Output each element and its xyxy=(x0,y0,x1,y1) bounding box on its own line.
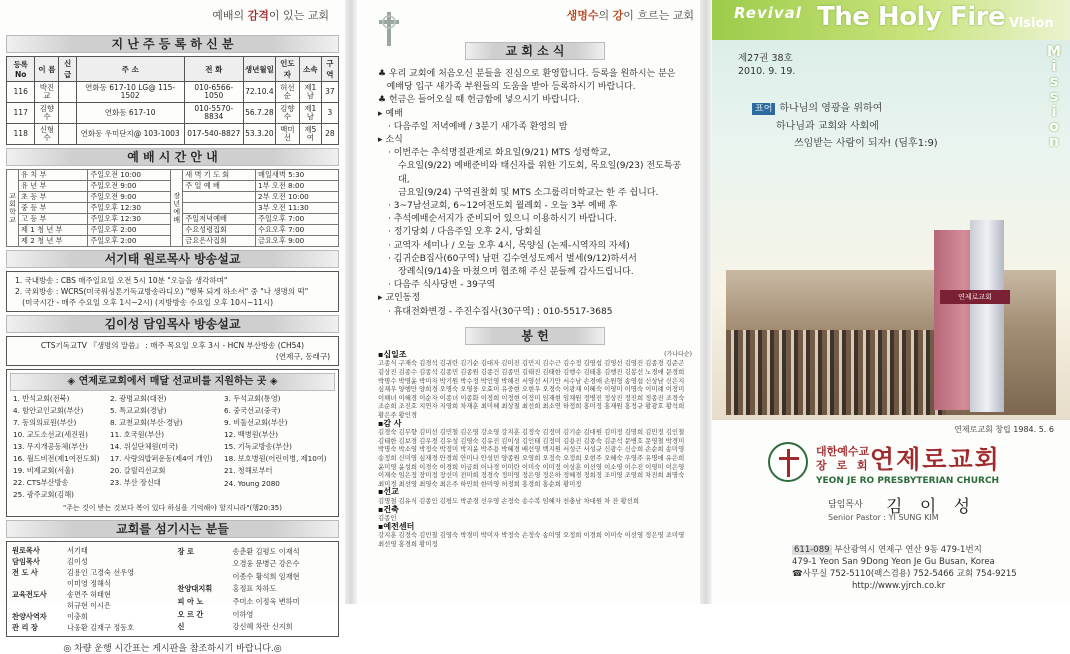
worship-service xyxy=(183,192,256,203)
table-cell: 허선순 xyxy=(275,82,299,103)
servant-row xyxy=(176,545,336,558)
offering-group xyxy=(378,420,692,489)
servant-role: 원로목사 xyxy=(12,546,40,555)
servant-role xyxy=(10,578,65,589)
servant-role: 오 르 간 xyxy=(177,609,204,619)
cross-icon xyxy=(376,10,402,48)
vehicle-note: ◎ 차량 운행 시간표는 게시판을 참조하시기 바랍니다.◎ xyxy=(63,644,282,654)
table-cell: 56.7.28 xyxy=(243,103,275,124)
mission-item xyxy=(107,489,221,501)
offering-group xyxy=(378,506,692,523)
mission-title: ◈ 연제로교회에서 매달 선교비를 지원하는 곳 ◈ xyxy=(10,373,335,391)
founded-date: 연제로교회 창립 1984. 5. 6 xyxy=(954,425,1054,434)
offering-title: 봉 헌 xyxy=(465,327,605,345)
worship-time: 주일오후 12:30 xyxy=(88,203,171,214)
news-item: ▸ 소식 xyxy=(378,135,403,146)
broadcast-box xyxy=(6,271,339,312)
news-item: · 추석예배순서지가 준비되어 있으니 이용하시기 바랍니다. xyxy=(388,214,617,225)
servant-role: 전 도 사 xyxy=(12,568,38,577)
vision-text: Vision xyxy=(1009,16,1054,31)
denomination-line-1: 대한예수교 xyxy=(816,445,870,458)
mission-item: 2. 광명교회(대전) xyxy=(110,394,167,403)
offering-label: ▪십일조 xyxy=(378,349,407,359)
worship-dept: 유 치 부 xyxy=(19,170,88,181)
table-cell: 010-6566-1050 xyxy=(184,82,243,103)
news-item: · 3~7남선교회, 6~12여전도회 월례회 - 오늘 3부 예배 후 xyxy=(388,201,618,212)
offering-names: 김종인 xyxy=(378,514,397,523)
denomination xyxy=(816,445,871,473)
servant-names: 강신혜 차란 신지희 xyxy=(232,622,293,632)
servant-names: 이미영 정해식 xyxy=(67,579,111,588)
table-row xyxy=(7,103,339,124)
broadcast-line: 1. 국내방송 : CBS 매주일요일 오전 5시 10분 "오늘을 생각하며" xyxy=(15,276,228,285)
mission-item: 5. 특교교회(경남) xyxy=(110,406,167,415)
table-cell: 53.3.20 xyxy=(243,124,275,145)
table-cell xyxy=(59,103,76,124)
servant-row xyxy=(10,589,170,600)
offering-group xyxy=(378,523,692,549)
fold-divider-2 xyxy=(700,0,712,604)
mission-item: 9. 비둘선교회(부산) xyxy=(224,418,288,427)
worship-service-time: 3부 오전 11:30 xyxy=(256,203,339,214)
worship-service xyxy=(183,203,256,214)
holy-fire-title: The Holy Fire xyxy=(817,2,1006,32)
table-cell: 백미선 xyxy=(275,124,299,145)
servant-names: 김이성 xyxy=(67,557,88,566)
mission-item: 11. 호국원(부산) xyxy=(110,430,165,439)
servant-names: 이충희 xyxy=(67,612,88,621)
mission-letter: s xyxy=(1049,89,1059,105)
servant-row xyxy=(176,570,336,583)
news-item: · 다음주 식사당번 - 39구역 xyxy=(388,280,496,291)
worship-time: 주일오후 2:00 xyxy=(88,225,171,236)
table-cell: 010-5570-8834 xyxy=(184,103,243,124)
worship-service: 새 벽 기 도 회 xyxy=(183,170,256,181)
servant-row xyxy=(10,556,170,567)
worship-dept: 중 등 부 xyxy=(19,203,88,214)
news-item: 금요일(9/24) 구역권찰회 및 MTS 소그룹리더학교는 한 주 쉽니다. xyxy=(398,187,659,198)
motto-middle xyxy=(366,4,704,32)
table-cell xyxy=(59,82,76,103)
mission-item: 10. 교도소선교(세진원) xyxy=(13,430,88,439)
worship-service-time: 금요오후 9:00 xyxy=(256,236,339,247)
pastor-label: 담임목사 xyxy=(828,500,863,510)
mission-support-box xyxy=(6,369,339,517)
table-cell: 신형수 xyxy=(35,124,59,145)
mission-row xyxy=(10,429,335,441)
servant-role xyxy=(176,558,231,571)
servant-row xyxy=(176,620,336,633)
worship-service: 주 일 예 배 xyxy=(183,181,256,192)
worship-time: 주일오후 2:00 xyxy=(88,236,171,247)
registration-header: 소속 xyxy=(299,57,321,82)
worship-left-label: 교 회 학 교 xyxy=(7,170,19,247)
table-row xyxy=(7,124,339,145)
table-cell: 제1남 xyxy=(299,103,321,124)
pastor-name: 김 이 성 xyxy=(886,497,977,517)
mission-item: 16. 월드비전(제1여전도회) xyxy=(13,454,100,463)
mission-letter: M xyxy=(1047,44,1061,60)
registration-header: 인도자 xyxy=(275,57,299,82)
mission-item: 6. 중국선교(중국) xyxy=(224,406,281,415)
table-cell: 제1남 xyxy=(299,82,321,103)
website-link[interactable]: http://www.yjrch.co.kr xyxy=(852,581,946,591)
mission-item: 15. 기독교방송(부산) xyxy=(224,442,292,451)
mission-item: 4. 함안교인교회(부산) xyxy=(13,406,84,415)
servant-role: 찬양사역자 xyxy=(12,612,47,621)
worship-service-time: 1부 오전 8:00 xyxy=(256,181,339,192)
mission-vertical-text xyxy=(1044,45,1064,150)
mission-item xyxy=(221,489,335,501)
table-cell: 연화동 617-10 xyxy=(76,103,184,124)
phrase-line-1: 하나님의 영광을 위하여 xyxy=(779,103,883,114)
servant-names: 이하영 xyxy=(232,609,254,619)
servants-left xyxy=(10,545,170,633)
worship-dept: 초 등 부 xyxy=(19,192,88,203)
motto-accent: 감격 xyxy=(247,9,269,22)
mission-item: 22. CTS부산방송 xyxy=(13,478,69,487)
table-cell: 72.10.4 xyxy=(243,82,275,103)
mission-row xyxy=(10,417,335,429)
servants-title: 교회를 섬기시는 분들 xyxy=(6,520,339,538)
servant-names: 이종수 황석희 임재현 xyxy=(232,571,300,581)
servant-role: 피 아 노 xyxy=(177,597,204,607)
table-cell: 연화동 617-10 LG@ 115-1502 xyxy=(76,82,184,103)
motto2-pre: 생명수 xyxy=(566,9,599,22)
registration-header: 구역 xyxy=(321,57,338,82)
offering-names: 김경숙 김무향 김미선 김민철 김은영 강소영 강지훈 김정숙 김정미 김기순 김대원 김미정 김명희 김민정 김인철 김태한 김보경 김우경 김우성 김영숙 김유진 김이성 김인태 김정미 김용진 김종숙 김준석 문병호 문영철 박경미 박명숙 박소영 박정숙 박정미 박지윤 박주용 박혜경 배선영 백지원 서성근 서성규 신광수 신승희 손순희 송미영 송정희 신미영 심재경 안경희 안미나 안성민 양종원 오영희 오정숙 오정희 오현주 오혜숙 우영주 유명애 유은희 윤미영 윤성희 이경숙 이경희 이금희 이나경 이미란 이미숙 이미정 이상훈 이선영 이소영 이수진 이영미 이은영 이재숙 임은정 장미정 장선미 전미희 정경숙 정미영 정은영 정은하 정혜경 정희정 조미영 조영희 차진희 최명숙 최미경 최선영 최영숙 최은주 하민희 한미영 허정희 홍경희 홍순희 황미정 xyxy=(378,428,685,488)
church-address xyxy=(792,544,1017,592)
table-cell: 김향수 xyxy=(275,103,299,124)
worship-title: 예 배 시 간 안 내 xyxy=(6,148,339,166)
table-cell: 박진교 xyxy=(35,82,59,103)
mission-item: 14. 위실단체원(미국) xyxy=(110,442,178,451)
servant-row xyxy=(176,595,336,608)
worship-dept: 제 2 청 년 부 xyxy=(19,236,88,247)
servant-names: 나웅환 김재구 정동호 xyxy=(67,623,135,632)
issue-info xyxy=(738,52,795,78)
mission-item: 23. 부산 장신대 xyxy=(110,478,161,487)
church-logo-icon xyxy=(768,442,808,482)
news-item: · 교역자 세미나 / 오늘 오후 4시, 목양실 (논제-시역자의 자세) xyxy=(388,240,630,251)
worship-time: 주일오전 9:00 xyxy=(88,181,171,192)
registration-header: 등록No xyxy=(7,57,35,82)
servant-row xyxy=(10,611,170,622)
table-cell: 017-540-8827 xyxy=(184,124,243,145)
phrase-line-2: 하나님과 교회와 사회에 xyxy=(776,121,879,132)
mission-table xyxy=(10,393,335,501)
news-item: · 휴대전화변경 - 주진수집사(30구역) : 010-5517-3685 xyxy=(388,306,613,317)
servant-role xyxy=(10,600,65,611)
servant-row xyxy=(176,558,336,571)
table-cell: 118 xyxy=(7,124,35,145)
offering-label: ▪선교 xyxy=(378,487,399,497)
denomination-line-2: 장 로 회 xyxy=(816,459,871,472)
motto-post: 이 있는 교회 xyxy=(268,9,329,22)
registration-header: 이 름 xyxy=(35,57,59,82)
table-cell: 117 xyxy=(7,103,35,124)
offering-list xyxy=(366,351,704,549)
worship-dept: 제 1 청 년 부 xyxy=(19,225,88,236)
offering-names: 고종식 구재숙 김경석 김귀란 김기순 김대자 김미진 김민지 김수근 김수정 김영섭 김영선 김영진 김종경 김준곤 김상진 김종수 김종석 김종민 김종원 김종건 김종민 김태진 김태한 김행수 김태홍 김행진 김봉선 노경애 문경희 박명수 박명윤 박미자 박기원 박수정 박인영 박해진 서영선 서기만 서수남 손경애 손원형 송영섭 신상남 신은지 심재우 양행만 양희경 오명숙 오영웅 오효미 유중현 오현우 오경숙 이광재 이혜숙 이영미 이명숙 이미례 이정미 이해녀 이혜경 이순자 이종녀 이종화 이정희 이정현 이정미 임재현 임채원 정병진 정상진 정진희 정종진 조경숙 조순희 조진호 지연자 지영희 차재훈 최미혜 최상철 최선희 최소연 하정희 홍미정 홍재원 홍정규 황광호 황석희 황은주 황인경 xyxy=(378,359,685,420)
mission-row xyxy=(10,393,335,405)
pastor-english: Senior Pastor : YI SUNG KIM xyxy=(828,513,939,522)
news-item: · 다음주일 저녁예배 / 3분기 새가족 환영의 밤 xyxy=(388,121,568,132)
servants-box xyxy=(6,541,339,637)
mission-row xyxy=(10,453,335,465)
worship-service-time: 2부 오전 10:00 xyxy=(256,192,339,203)
servant-names: 송춘환 김평도 이재석 xyxy=(232,546,300,556)
mission-item: 25. 광주교회(김해) xyxy=(13,490,74,499)
mission-item: 18. 보호병원(어린이병, 제10여) xyxy=(224,454,327,463)
worship-time: 주일오전 10:00 xyxy=(88,170,171,181)
address-english: 479-1 Yeon San 9Dong Yeon Je Gu Busan, Korea xyxy=(792,557,995,567)
mission-letter: n xyxy=(1049,134,1059,150)
offering-group xyxy=(378,351,692,420)
phrase-line-3: 쓰임받는 사람이 되자! (딤후1:9) xyxy=(794,138,938,149)
mission-letter: i xyxy=(1051,59,1057,75)
broadcast2-line2: (연제구, 동래구) xyxy=(275,352,330,361)
mission-item: 8. 교천교회(부산·경남) xyxy=(110,418,183,427)
news-item: · 이번주는 추석명절관계로 화요일(9/21) MTS 성령학교, xyxy=(388,148,611,159)
broadcast2-box xyxy=(6,336,339,366)
worship-dept: 유 년 부 xyxy=(19,181,88,192)
servant-names: 허규현 이시은 xyxy=(67,601,111,610)
mission-row xyxy=(10,441,335,453)
registration-header: 생년월일 xyxy=(243,57,275,82)
servant-names: 서기태 xyxy=(67,546,88,555)
worship-service: 금요은사집회 xyxy=(183,236,256,247)
servant-role: 찬양대지휘 xyxy=(177,584,213,594)
mission-caption: "주는 것이 받는 것보다 복이 있다 하심을 기억해야 할지니라"(행20:35) xyxy=(63,504,282,512)
news-title: 교 회 소 식 xyxy=(465,42,605,60)
table-cell: 37 xyxy=(321,82,338,103)
offering-names: 김명철 김유식 김종인 김평도 박준경 선우영 손정숙 송수복 임혜자 천충남 차대원 차 잔 황선희 xyxy=(378,496,639,505)
phone-numbers: ☎사무실 752-5110(팩스겸용) 752-5466 교회 754-9215 xyxy=(792,569,1017,579)
servant-row xyxy=(10,600,170,611)
church-name-english: YEON JE RO PRESBYTERIAN CHURCH xyxy=(816,476,1000,486)
news-intro-line: ♣ 헌금은 들어오실 때 헌금함에 넣으시기 바랍니다. xyxy=(378,95,580,106)
servant-names: 주미소 이정욱 변하미 xyxy=(232,597,300,607)
servant-row xyxy=(176,608,336,621)
offering-label: ▪예전센터 xyxy=(378,521,415,531)
broadcast2-title: 김이성 담임목사 방송설교 xyxy=(6,315,339,333)
mission-item: 24. Young 2080 xyxy=(224,478,280,488)
servant-row xyxy=(10,578,170,589)
worship-time: 주일오후 12:30 xyxy=(88,214,171,225)
phrase-tag: 표어 xyxy=(752,103,775,115)
table-cell: 연화동 우미단지@ 103-1003 xyxy=(76,124,184,145)
servant-row xyxy=(10,545,170,556)
servant-role: 교육전도사 xyxy=(12,590,47,599)
mission-letter: i xyxy=(1051,104,1057,120)
broadcast-line: 2. 국외방송 : WCRS(미국워싱톤기독교방송라디오) "행복 되게 하소서" 중 "나 생명의 떡" xyxy=(15,287,309,296)
panel-middle-header xyxy=(366,4,704,34)
panel-cover xyxy=(712,0,1070,604)
news-items xyxy=(366,108,704,319)
broadcast2-line1: CTS기독교TV 『생명의 말씀』 : 매주 목요일 오후 3시 - HCN 부산방송 (CH54) xyxy=(40,341,305,350)
mission-letter: o xyxy=(1049,119,1059,135)
registration-title: 지 난 주 등 록 하 신 분 xyxy=(6,35,339,53)
issue-date: 2010. 9. 19. xyxy=(738,66,796,77)
motto-left xyxy=(6,4,339,32)
offering-note: (가나다순) xyxy=(664,350,692,358)
issue-number: 제27권 38호 xyxy=(738,53,793,64)
registration-header: 주 소 xyxy=(76,57,184,82)
revival-text: Revival xyxy=(734,4,802,22)
servant-role: 관 리 장 xyxy=(12,623,38,632)
congregation-photo xyxy=(726,330,946,415)
servant-role: 담임목사 xyxy=(12,557,40,566)
worship-service-time: 수요오후 7:00 xyxy=(256,225,339,236)
mission-item: 13. 무지개공동체(부산) xyxy=(13,442,88,451)
mission-row xyxy=(10,477,335,489)
offering-group xyxy=(378,488,692,505)
worship-service: 수요성령집회 xyxy=(183,225,256,236)
servant-role: 신 xyxy=(177,622,185,632)
worship-time: 주일오전 9:00 xyxy=(88,192,171,203)
mission-item: 7. 동의의료원(부산) xyxy=(13,418,77,427)
motto2-mid: 의 xyxy=(598,9,613,22)
mission-item: 3. 두석교회(통영) xyxy=(224,394,281,403)
worship-dept: 고 등 부 xyxy=(19,214,88,225)
mission-item: 21. 청해로부터 xyxy=(224,466,273,475)
offering-label: ▪건축 xyxy=(378,504,399,514)
broadcast-title: 서기태 원로목사 방송설교 xyxy=(6,250,339,268)
servant-role xyxy=(176,570,231,583)
news-item: 장례식(9/14)을 마쳤으며 협조해 주신 분들께 감사드립니다. xyxy=(398,267,634,278)
servant-row xyxy=(176,583,336,596)
registration-table xyxy=(6,56,339,145)
table-cell: 제5여 xyxy=(299,124,321,145)
mission-item: 20. 갈릴리선교회 xyxy=(110,466,166,475)
mission-row xyxy=(10,405,335,417)
servant-names: 오경웅 문병근 강은수 xyxy=(232,559,300,569)
servant-row xyxy=(10,567,170,578)
table-cell: 3 xyxy=(321,103,338,124)
offering-names: 강지훈 김정숙 김민철 김영숙 박경미 박미자 박정숙 손정숙 송미영 오정희 이경희 이미숙 이선영 정은영 조미영 최선영 홍경희 황미정 xyxy=(378,531,685,548)
registration-header: 신급 xyxy=(59,57,76,82)
address-korean: 부산광역시 연제구 연산 9동 479-1번지 xyxy=(834,545,982,555)
church-phrase xyxy=(752,100,938,152)
news-intro xyxy=(366,68,704,108)
motto-pre: 예배의 xyxy=(212,9,248,22)
servant-names: 송면주 허태현 xyxy=(67,590,111,599)
mission-row xyxy=(10,489,335,501)
servant-names: 홍정표 차하도 xyxy=(232,584,277,594)
mission-row xyxy=(10,465,335,477)
news-item: · 김귀순B집사(60구역) 남편 김수연성도께서 별세(9/12)하셔서 xyxy=(388,253,637,264)
motto2-accent: 강 xyxy=(612,9,624,22)
worship-service: 주일저녁예배 xyxy=(183,214,256,225)
table-row xyxy=(7,82,339,103)
table-cell: 김향수 xyxy=(35,103,59,124)
church-name: 연제로교회 xyxy=(870,445,1001,474)
news-item: ▸ 교인동정 xyxy=(378,293,421,304)
motto2-post: 이 흐르는 교회 xyxy=(623,9,694,22)
church-tower-image xyxy=(970,220,1004,412)
table-cell: 116 xyxy=(7,82,35,103)
servant-row xyxy=(10,622,170,633)
mission-item: 1. 반석교회(전북) xyxy=(13,394,70,403)
mission-item: 19. 비제교회(서울) xyxy=(13,466,74,475)
worship-service-time: 매일새벽 5:30 xyxy=(256,170,339,181)
registration-header: 전 화 xyxy=(184,57,243,82)
worship-table xyxy=(6,169,339,247)
servants-right xyxy=(176,545,336,633)
postcode: 611-089 xyxy=(794,545,830,555)
news-item: · 정기당회 / 다음주일 오후 2시, 당회실 xyxy=(388,227,542,238)
broadcast-line: (미국시간 - 매주 수요일 오후 1시~2시) (지방방송 수요일 오후 10시~11시) xyxy=(15,298,274,307)
servant-role: 장 로 xyxy=(177,546,194,556)
photo-church-sign: 연제로교회 xyxy=(940,290,1010,304)
servant-names: 김용인 고경숙 선우영 xyxy=(67,568,135,577)
worship-service-time: 주일오후 7:00 xyxy=(256,214,339,225)
panel-middle xyxy=(358,0,712,604)
news-item: ▸ 예배 xyxy=(378,108,403,119)
fold-divider-1 xyxy=(345,0,357,604)
offering-label: ▪감 사 xyxy=(378,418,402,428)
news-item: 수요일(9/22) 예배준비와 태신자를 위한 기도회, 목요일(9/23) 전도특공대, xyxy=(398,161,682,185)
mission-letter: s xyxy=(1049,74,1059,90)
mission-item: 17. 사랑의밥퍼운동(제4여 개인) xyxy=(110,454,213,463)
news-intro-line: 예배당 입구 새가족 부원들의 도움을 받아 등록하시기 바랍니다. xyxy=(378,82,636,93)
worship-row xyxy=(7,170,339,181)
worship-right-label: 장 년 예 배 xyxy=(171,170,183,247)
table-cell xyxy=(59,124,76,145)
table-cell: 28 xyxy=(321,124,338,145)
panel-left xyxy=(0,0,345,654)
mission-item: 12. 백병원(부산) xyxy=(224,430,279,439)
news-intro-line: ♣ 우리 교회에 처음오신 분들을 진심으로 환영합니다. 등록을 원하시는 분은 xyxy=(378,69,676,79)
